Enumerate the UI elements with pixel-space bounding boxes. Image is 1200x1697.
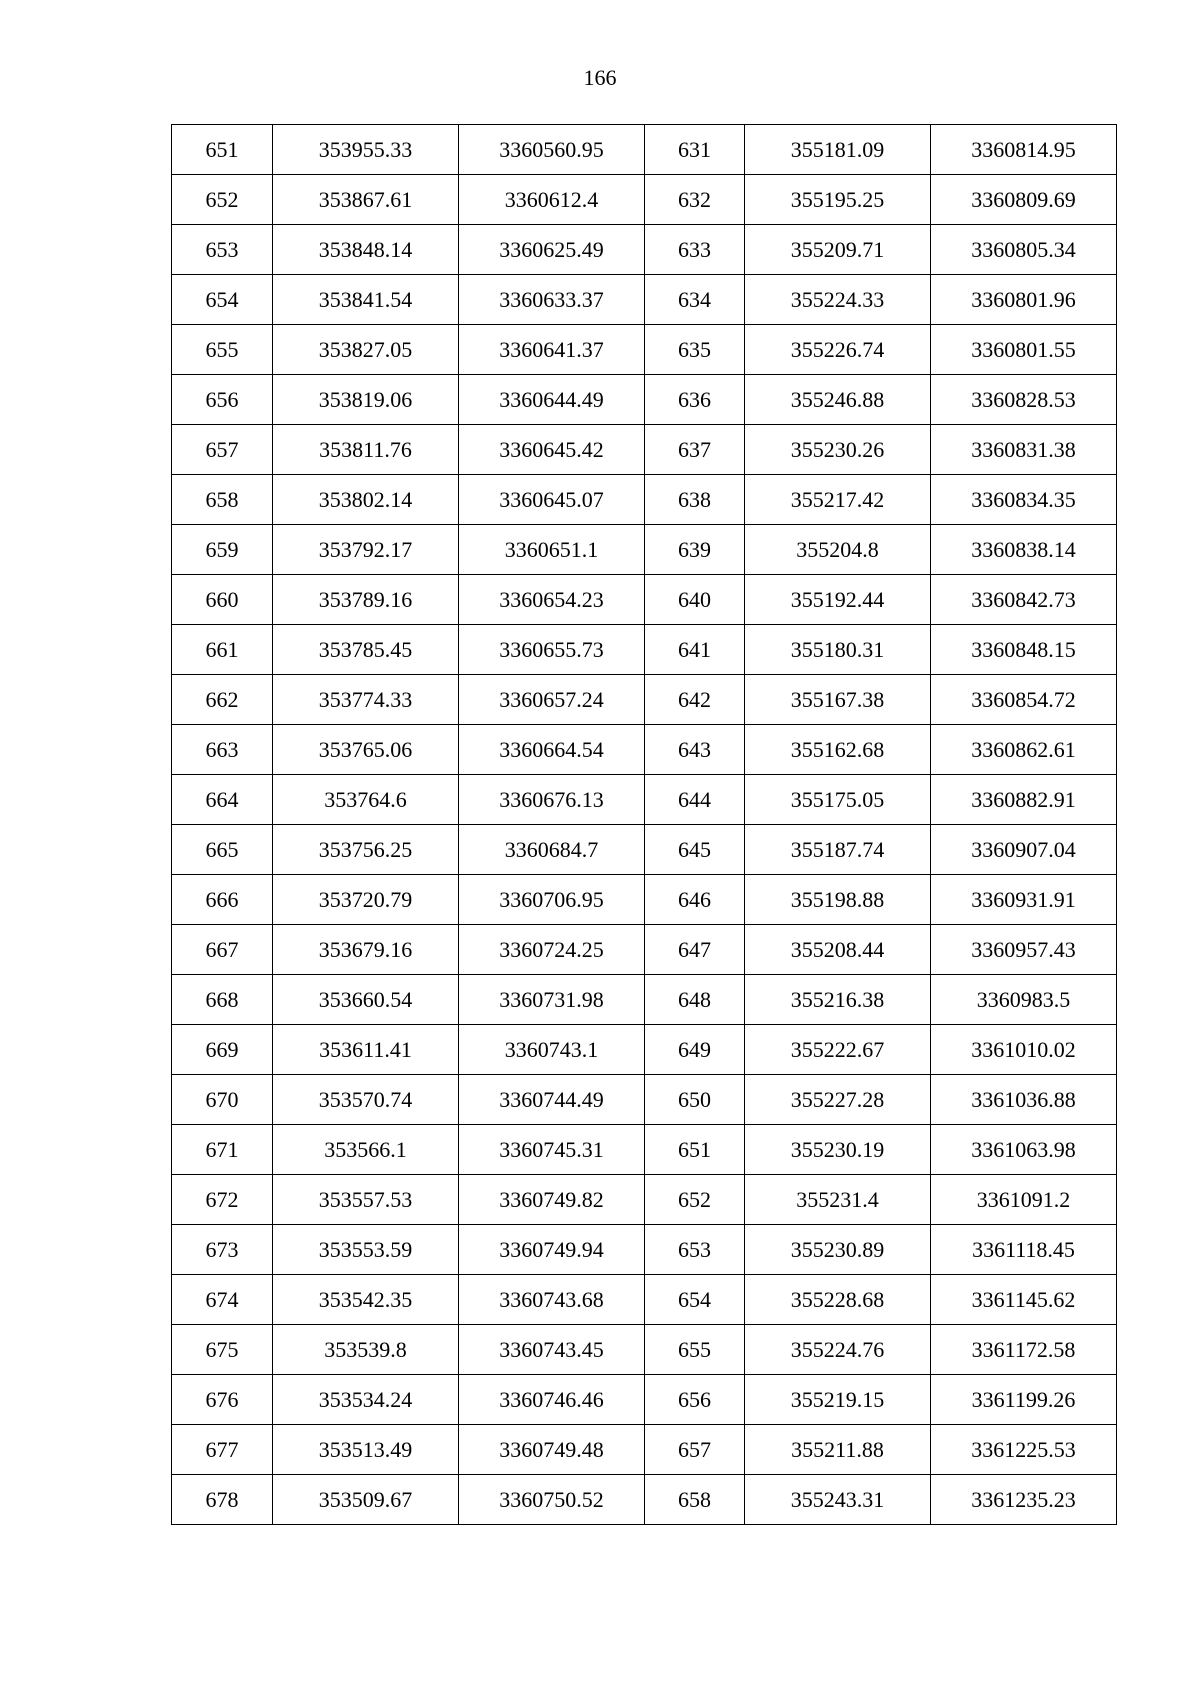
x-coordinate-right-cell: 355217.42 <box>745 475 931 525</box>
x-coordinate-right-cell: 355226.74 <box>745 325 931 375</box>
x-coordinate-left-cell: 353774.33 <box>273 675 459 725</box>
point-id-right-cell: 650 <box>645 1075 745 1125</box>
table-row <box>172 475 1117 525</box>
x-coordinate-left-cell: 353542.35 <box>273 1275 459 1325</box>
x-coordinate-left-cell: 353570.74 <box>273 1075 459 1125</box>
y-coordinate-right-cell: 3361063.98 <box>931 1125 1117 1175</box>
x-coordinate-left-cell: 353539.8 <box>273 1325 459 1375</box>
x-coordinate-right-cell: 355204.8 <box>745 525 931 575</box>
y-coordinate-left-cell: 3360655.73 <box>459 625 645 675</box>
y-coordinate-right-cell: 3361010.02 <box>931 1025 1117 1075</box>
point-id-right-cell: 647 <box>645 925 745 975</box>
y-coordinate-left-cell: 3360743.68 <box>459 1275 645 1325</box>
point-id-right-cell: 633 <box>645 225 745 275</box>
x-coordinate-right-cell: 355228.68 <box>745 1275 931 1325</box>
y-coordinate-left-cell: 3360644.49 <box>459 375 645 425</box>
point-id-left-cell: 653 <box>172 225 273 275</box>
table-row <box>172 975 1117 1025</box>
x-coordinate-left-cell: 353566.1 <box>273 1125 459 1175</box>
y-coordinate-right-cell: 3360834.35 <box>931 475 1117 525</box>
table-row <box>172 925 1117 975</box>
point-id-right-cell: 654 <box>645 1275 745 1325</box>
x-coordinate-left-cell: 353660.54 <box>273 975 459 1025</box>
x-coordinate-left-cell: 353802.14 <box>273 475 459 525</box>
point-id-left-cell: 675 <box>172 1325 273 1375</box>
point-id-left-cell: 674 <box>172 1275 273 1325</box>
x-coordinate-right-cell: 355167.38 <box>745 675 931 725</box>
point-id-left-cell: 666 <box>172 875 273 925</box>
point-id-left-cell: 677 <box>172 1425 273 1475</box>
y-coordinate-right-cell: 3360805.34 <box>931 225 1117 275</box>
table-row <box>172 1175 1117 1225</box>
x-coordinate-left-cell: 353611.41 <box>273 1025 459 1075</box>
point-id-right-cell: 644 <box>645 775 745 825</box>
x-coordinate-right-cell: 355230.19 <box>745 1125 931 1175</box>
table-row <box>172 1075 1117 1125</box>
x-coordinate-left-cell: 353765.06 <box>273 725 459 775</box>
point-id-right-cell: 658 <box>645 1475 745 1525</box>
point-id-left-cell: 661 <box>172 625 273 675</box>
x-coordinate-right-cell: 355187.74 <box>745 825 931 875</box>
y-coordinate-right-cell: 3360842.73 <box>931 575 1117 625</box>
x-coordinate-left-cell: 353764.6 <box>273 775 459 825</box>
y-coordinate-left-cell: 3360749.48 <box>459 1425 645 1475</box>
point-id-right-cell: 646 <box>645 875 745 925</box>
x-coordinate-left-cell: 353679.16 <box>273 925 459 975</box>
y-coordinate-right-cell: 3361225.53 <box>931 1425 1117 1475</box>
y-coordinate-left-cell: 3360749.82 <box>459 1175 645 1225</box>
y-coordinate-right-cell: 3360848.15 <box>931 625 1117 675</box>
x-coordinate-left-cell: 353509.67 <box>273 1475 459 1525</box>
x-coordinate-right-cell: 355230.26 <box>745 425 931 475</box>
point-id-right-cell: 643 <box>645 725 745 775</box>
y-coordinate-right-cell: 3360801.55 <box>931 325 1117 375</box>
x-coordinate-right-cell: 355230.89 <box>745 1225 931 1275</box>
point-id-right-cell: 641 <box>645 625 745 675</box>
point-id-left-cell: 665 <box>172 825 273 875</box>
y-coordinate-right-cell: 3360907.04 <box>931 825 1117 875</box>
x-coordinate-right-cell: 355227.28 <box>745 1075 931 1125</box>
y-coordinate-right-cell: 3360809.69 <box>931 175 1117 225</box>
y-coordinate-right-cell: 3361145.62 <box>931 1275 1117 1325</box>
table-row <box>172 875 1117 925</box>
x-coordinate-left-cell: 353867.61 <box>273 175 459 225</box>
table-row <box>172 225 1117 275</box>
y-coordinate-right-cell: 3360801.96 <box>931 275 1117 325</box>
y-coordinate-left-cell: 3360749.94 <box>459 1225 645 1275</box>
point-id-left-cell: 660 <box>172 575 273 625</box>
point-id-right-cell: 639 <box>645 525 745 575</box>
point-id-left-cell: 676 <box>172 1375 273 1425</box>
y-coordinate-left-cell: 3360651.1 <box>459 525 645 575</box>
y-coordinate-right-cell: 3360882.91 <box>931 775 1117 825</box>
x-coordinate-left-cell: 353785.45 <box>273 625 459 675</box>
y-coordinate-right-cell: 3361036.88 <box>931 1075 1117 1125</box>
point-id-left-cell: 651 <box>172 125 273 175</box>
y-coordinate-right-cell: 3360838.14 <box>931 525 1117 575</box>
y-coordinate-right-cell: 3360931.91 <box>931 875 1117 925</box>
y-coordinate-left-cell: 3360743.45 <box>459 1325 645 1375</box>
x-coordinate-left-cell: 353789.16 <box>273 575 459 625</box>
table-row <box>172 675 1117 725</box>
point-id-right-cell: 632 <box>645 175 745 225</box>
y-coordinate-left-cell: 3360657.24 <box>459 675 645 725</box>
point-id-right-cell: 653 <box>645 1225 745 1275</box>
point-id-left-cell: 672 <box>172 1175 273 1225</box>
x-coordinate-right-cell: 355209.71 <box>745 225 931 275</box>
point-id-left-cell: 673 <box>172 1225 273 1275</box>
y-coordinate-left-cell: 3360625.49 <box>459 225 645 275</box>
table-row <box>172 1425 1117 1475</box>
point-id-right-cell: 648 <box>645 975 745 1025</box>
y-coordinate-left-cell: 3360612.4 <box>459 175 645 225</box>
table-row <box>172 175 1117 225</box>
point-id-left-cell: 655 <box>172 325 273 375</box>
table-row <box>172 725 1117 775</box>
point-id-left-cell: 662 <box>172 675 273 725</box>
y-coordinate-right-cell: 3360862.61 <box>931 725 1117 775</box>
x-coordinate-left-cell: 353792.17 <box>273 525 459 575</box>
y-coordinate-left-cell: 3360684.7 <box>459 825 645 875</box>
point-id-left-cell: 652 <box>172 175 273 225</box>
x-coordinate-right-cell: 355208.44 <box>745 925 931 975</box>
point-id-left-cell: 663 <box>172 725 273 775</box>
point-id-left-cell: 669 <box>172 1025 273 1075</box>
point-id-right-cell: 638 <box>645 475 745 525</box>
x-coordinate-left-cell: 353811.76 <box>273 425 459 475</box>
y-coordinate-left-cell: 3360676.13 <box>459 775 645 825</box>
point-id-left-cell: 658 <box>172 475 273 525</box>
y-coordinate-left-cell: 3360706.95 <box>459 875 645 925</box>
x-coordinate-right-cell: 355162.68 <box>745 725 931 775</box>
x-coordinate-right-cell: 355175.05 <box>745 775 931 825</box>
x-coordinate-left-cell: 353955.33 <box>273 125 459 175</box>
y-coordinate-left-cell: 3360641.37 <box>459 325 645 375</box>
point-id-left-cell: 656 <box>172 375 273 425</box>
x-coordinate-left-cell: 353557.53 <box>273 1175 459 1225</box>
point-id-left-cell: 670 <box>172 1075 273 1125</box>
x-coordinate-right-cell: 355198.88 <box>745 875 931 925</box>
point-id-right-cell: 657 <box>645 1425 745 1475</box>
y-coordinate-left-cell: 3360744.49 <box>459 1075 645 1125</box>
table-row <box>172 425 1117 475</box>
point-id-left-cell: 668 <box>172 975 273 1025</box>
x-coordinate-right-cell: 355192.44 <box>745 575 931 625</box>
table-row <box>172 1225 1117 1275</box>
table-row <box>172 825 1117 875</box>
y-coordinate-right-cell: 3360828.53 <box>931 375 1117 425</box>
y-coordinate-left-cell: 3360745.31 <box>459 1125 645 1175</box>
x-coordinate-left-cell: 353848.14 <box>273 225 459 275</box>
point-id-left-cell: 671 <box>172 1125 273 1175</box>
table-row <box>172 625 1117 675</box>
table-row <box>172 525 1117 575</box>
point-id-right-cell: 637 <box>645 425 745 475</box>
table-row <box>172 1125 1117 1175</box>
table-row <box>172 1475 1117 1525</box>
point-id-right-cell: 651 <box>645 1125 745 1175</box>
table-row <box>172 1325 1117 1375</box>
table-row <box>172 1375 1117 1425</box>
y-coordinate-left-cell: 3360750.52 <box>459 1475 645 1525</box>
table-row <box>172 775 1117 825</box>
table-row <box>172 375 1117 425</box>
table-row <box>172 1025 1117 1075</box>
point-id-right-cell: 645 <box>645 825 745 875</box>
x-coordinate-left-cell: 353819.06 <box>273 375 459 425</box>
point-id-left-cell: 654 <box>172 275 273 325</box>
y-coordinate-right-cell: 3361235.23 <box>931 1475 1117 1525</box>
table-row <box>172 1275 1117 1325</box>
y-coordinate-left-cell: 3360731.98 <box>459 975 645 1025</box>
x-coordinate-left-cell: 353827.05 <box>273 325 459 375</box>
x-coordinate-right-cell: 355243.31 <box>745 1475 931 1525</box>
point-id-left-cell: 667 <box>172 925 273 975</box>
point-id-right-cell: 642 <box>645 675 745 725</box>
table-row <box>172 275 1117 325</box>
point-id-right-cell: 649 <box>645 1025 745 1075</box>
x-coordinate-left-cell: 353841.54 <box>273 275 459 325</box>
y-coordinate-left-cell: 3360654.23 <box>459 575 645 625</box>
x-coordinate-right-cell: 355195.25 <box>745 175 931 225</box>
x-coordinate-right-cell: 355216.38 <box>745 975 931 1025</box>
point-id-right-cell: 631 <box>645 125 745 175</box>
y-coordinate-left-cell: 3360746.46 <box>459 1375 645 1425</box>
x-coordinate-right-cell: 355231.4 <box>745 1175 931 1225</box>
x-coordinate-right-cell: 355181.09 <box>745 125 931 175</box>
y-coordinate-left-cell: 3360724.25 <box>459 925 645 975</box>
point-id-right-cell: 636 <box>645 375 745 425</box>
y-coordinate-right-cell: 3360983.5 <box>931 975 1117 1025</box>
x-coordinate-left-cell: 353553.59 <box>273 1225 459 1275</box>
y-coordinate-right-cell: 3361091.2 <box>931 1175 1117 1225</box>
point-id-right-cell: 656 <box>645 1375 745 1425</box>
point-id-right-cell: 634 <box>645 275 745 325</box>
x-coordinate-right-cell: 355211.88 <box>745 1425 931 1475</box>
coordinate-table-body <box>172 125 1117 1525</box>
point-id-right-cell: 640 <box>645 575 745 625</box>
page-number: 166 <box>583 65 617 90</box>
y-coordinate-left-cell: 3360743.1 <box>459 1025 645 1075</box>
table-row <box>172 125 1117 175</box>
table-row <box>172 325 1117 375</box>
y-coordinate-left-cell: 3360633.37 <box>459 275 645 325</box>
y-coordinate-left-cell: 3360645.42 <box>459 425 645 475</box>
y-coordinate-left-cell: 3360664.54 <box>459 725 645 775</box>
x-coordinate-left-cell: 353534.24 <box>273 1375 459 1425</box>
y-coordinate-right-cell: 3361118.45 <box>931 1225 1117 1275</box>
table-row <box>172 575 1117 625</box>
x-coordinate-left-cell: 353756.25 <box>273 825 459 875</box>
x-coordinate-left-cell: 353720.79 <box>273 875 459 925</box>
y-coordinate-right-cell: 3360957.43 <box>931 925 1117 975</box>
x-coordinate-right-cell: 355224.76 <box>745 1325 931 1375</box>
x-coordinate-right-cell: 355246.88 <box>745 375 931 425</box>
y-coordinate-right-cell: 3360854.72 <box>931 675 1117 725</box>
x-coordinate-right-cell: 355180.31 <box>745 625 931 675</box>
x-coordinate-left-cell: 353513.49 <box>273 1425 459 1475</box>
y-coordinate-left-cell: 3360560.95 <box>459 125 645 175</box>
x-coordinate-right-cell: 355222.67 <box>745 1025 931 1075</box>
point-id-left-cell: 657 <box>172 425 273 475</box>
y-coordinate-right-cell: 3360814.95 <box>931 125 1117 175</box>
point-id-right-cell: 635 <box>645 325 745 375</box>
y-coordinate-right-cell: 3360831.38 <box>931 425 1117 475</box>
y-coordinate-left-cell: 3360645.07 <box>459 475 645 525</box>
point-id-right-cell: 655 <box>645 1325 745 1375</box>
coordinate-table <box>171 124 1117 1525</box>
point-id-left-cell: 678 <box>172 1475 273 1525</box>
point-id-right-cell: 652 <box>645 1175 745 1225</box>
y-coordinate-right-cell: 3361199.26 <box>931 1375 1117 1425</box>
x-coordinate-right-cell: 355224.33 <box>745 275 931 325</box>
y-coordinate-right-cell: 3361172.58 <box>931 1325 1117 1375</box>
x-coordinate-right-cell: 355219.15 <box>745 1375 931 1425</box>
point-id-left-cell: 664 <box>172 775 273 825</box>
point-id-left-cell: 659 <box>172 525 273 575</box>
